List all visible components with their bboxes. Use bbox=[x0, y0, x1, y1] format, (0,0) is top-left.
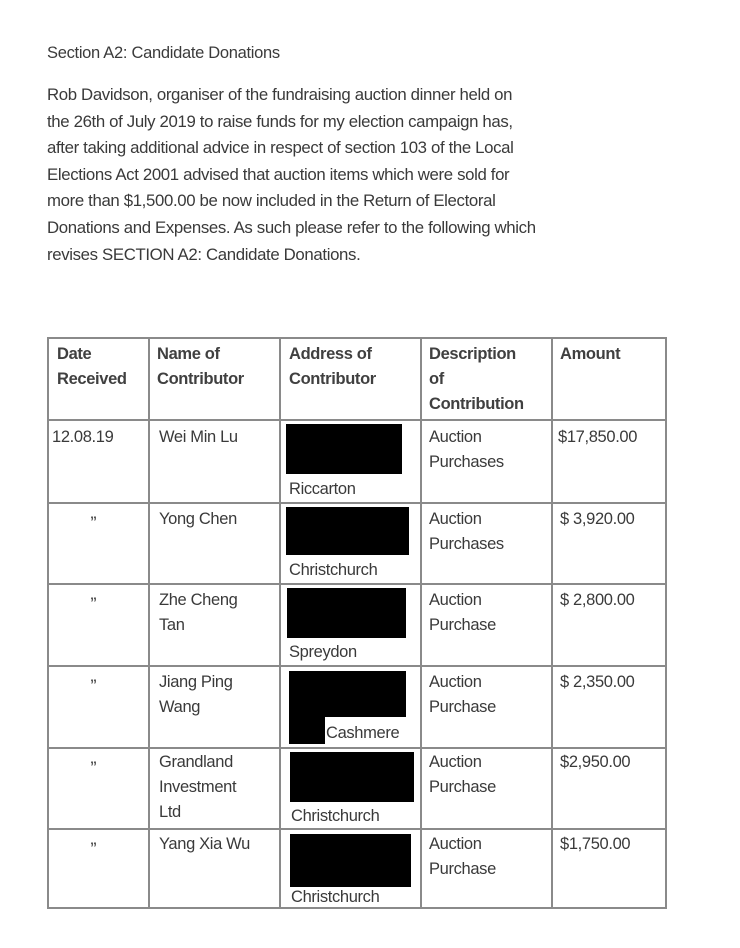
paragraph-line: after taking additional advice in respect of section 103 of the Local bbox=[47, 138, 514, 158]
row-1-name: Wei Min Lu bbox=[159, 428, 238, 446]
paragraph-line: more than $1,500.00 be now included in the Return of Electoral bbox=[47, 191, 496, 211]
redaction-box bbox=[290, 752, 414, 802]
header-name: Name of Contributor bbox=[157, 345, 244, 388]
row-2-name: Yong Chen bbox=[159, 510, 237, 528]
row-3-description: Auction Purchase bbox=[429, 591, 496, 634]
row-divider bbox=[49, 583, 665, 585]
row-2-amount: $ 3,920.00 bbox=[560, 510, 635, 528]
row-5-address: Christchurch bbox=[291, 807, 380, 825]
row-5-name: Grandland Investment Ltd bbox=[159, 753, 237, 821]
row-divider bbox=[49, 747, 665, 749]
section-heading: Section A2: Candidate Donations bbox=[47, 44, 280, 62]
column-divider bbox=[148, 339, 150, 907]
paragraph-line: Donations and Expenses. As such please refer to the following which bbox=[47, 217, 536, 237]
header-description: Description of Contribution bbox=[429, 345, 524, 413]
redaction-box bbox=[290, 834, 411, 887]
row-2-address: Christchurch bbox=[289, 561, 378, 579]
redaction-box bbox=[286, 507, 409, 555]
row-2-date-ditto: ” bbox=[90, 513, 97, 529]
row-1-date: 12.08.19 bbox=[52, 428, 114, 446]
row-5-date-ditto: ” bbox=[90, 758, 97, 774]
row-6-amount: $1,750.00 bbox=[560, 835, 631, 853]
row-4-address: Cashmere bbox=[326, 724, 400, 742]
row-4-description: Auction Purchase bbox=[429, 673, 496, 716]
column-divider bbox=[420, 339, 422, 907]
row-6-name: Yang Xia Wu bbox=[159, 835, 250, 853]
row-4-name: Jiang Ping Wang bbox=[159, 673, 233, 716]
row-4-date-ditto: ” bbox=[90, 676, 97, 692]
row-divider bbox=[49, 665, 665, 667]
intro-paragraph bbox=[47, 82, 687, 268]
row-4-amount: $ 2,350.00 bbox=[560, 673, 635, 691]
column-divider bbox=[551, 339, 553, 907]
column-divider bbox=[279, 339, 281, 907]
paragraph-line: the 26th of July 2019 to raise funds for my election campaign has, bbox=[47, 111, 513, 131]
row-3-amount: $ 2,800.00 bbox=[560, 591, 635, 609]
row-6-description: Auction Purchase bbox=[429, 835, 496, 878]
row-6-address: Christchurch bbox=[291, 888, 380, 906]
row-5-amount: $2,950.00 bbox=[560, 753, 631, 771]
row-3-address: Spreydon bbox=[289, 643, 357, 661]
row-6-date-ditto: ” bbox=[90, 839, 97, 855]
paragraph-line: Rob Davidson, organiser of the fundraising auction dinner held on bbox=[47, 85, 513, 104]
header-amount: Amount bbox=[560, 345, 621, 363]
row-divider bbox=[49, 502, 665, 504]
redaction-box bbox=[289, 671, 406, 717]
row-1-amount: $17,850.00 bbox=[558, 428, 638, 446]
row-3-date-ditto: ” bbox=[90, 594, 97, 610]
row-divider bbox=[49, 419, 665, 421]
redaction-box bbox=[287, 588, 406, 638]
paragraph-line: Elections Act 2001 advised that auction items which were sold for bbox=[47, 164, 510, 184]
donations-table bbox=[47, 337, 667, 909]
paragraph-line: revises SECTION A2: Candidate Donations. bbox=[47, 244, 361, 264]
redaction-box bbox=[289, 716, 325, 744]
header-date: Date Received bbox=[57, 345, 127, 388]
row-1-address: Riccarton bbox=[289, 480, 356, 498]
row-5-description: Auction Purchase bbox=[429, 753, 496, 796]
redaction-box bbox=[286, 424, 402, 474]
row-3-name: Zhe Cheng Tan bbox=[159, 591, 238, 634]
header-address: Address of Contributor bbox=[289, 345, 376, 388]
row-1-description: Auction Purchases bbox=[429, 428, 504, 471]
row-2-description: Auction Purchases bbox=[429, 510, 504, 553]
